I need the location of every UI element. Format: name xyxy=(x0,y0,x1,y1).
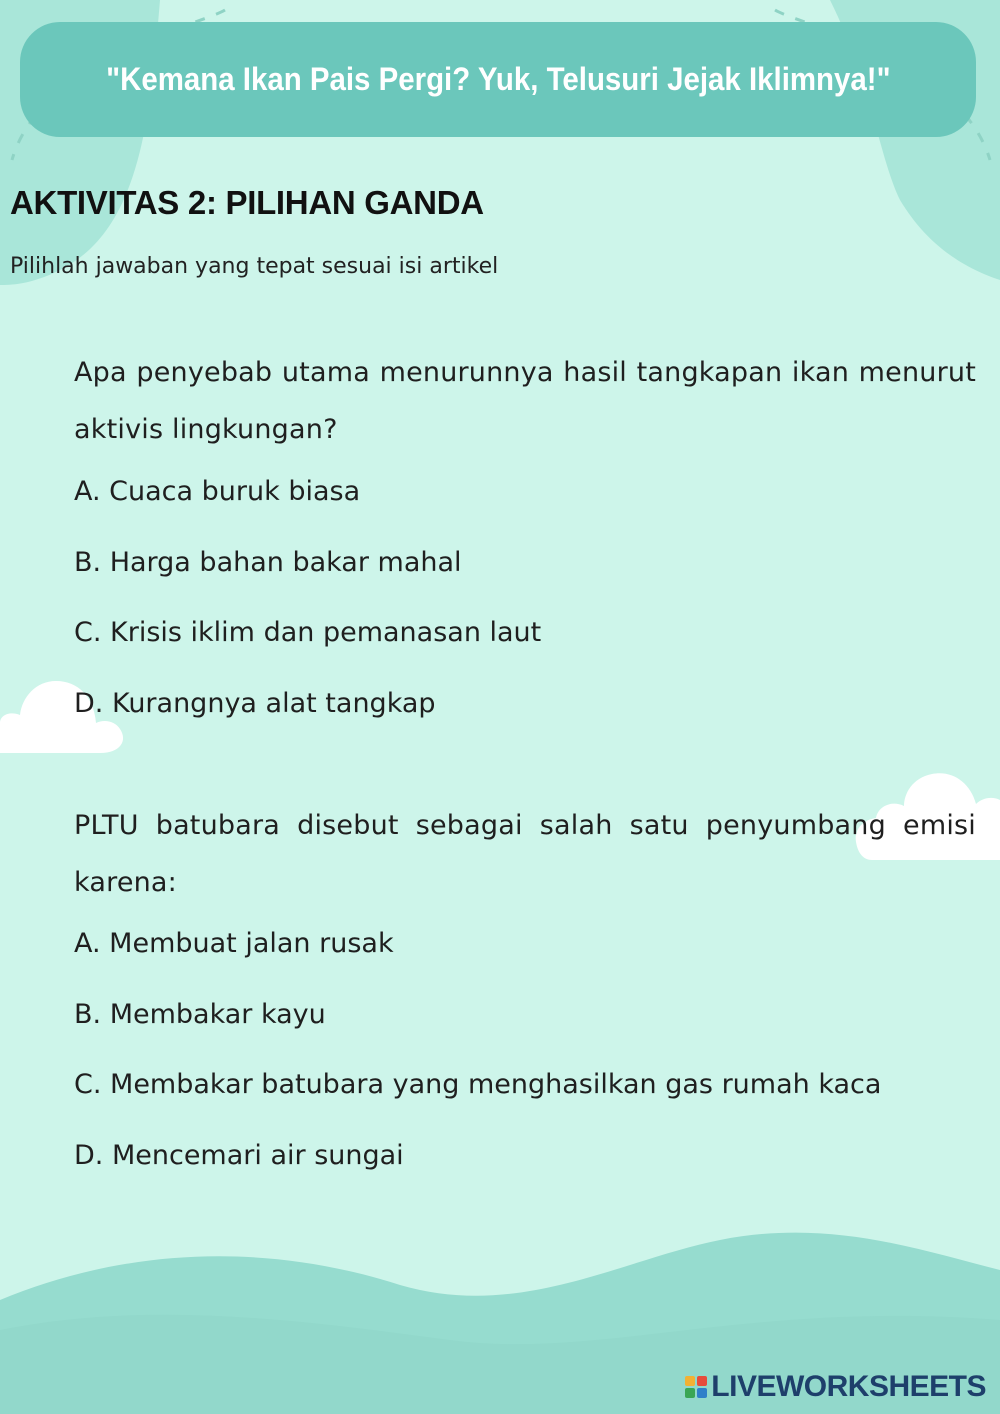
question-2 xyxy=(74,797,976,1177)
page-title: "Kemana Ikan Pais Pergi? Yuk, Telusuri Jejak Iklimnya!" xyxy=(105,61,891,97)
question-1 xyxy=(74,344,976,724)
liveworksheets-logo-icon xyxy=(685,1376,707,1398)
option-c[interactable]: C. Krisis iklim dan pemanasan laut xyxy=(74,617,542,648)
logo-text: LIVEWORKSHEETS xyxy=(711,1370,986,1403)
question-text: Apa penyebab utama menurunnya hasil tangkapan ikan menurut aktivis lingkungan? xyxy=(74,357,976,445)
option-a[interactable]: A. Membuat jalan rusak xyxy=(74,928,394,959)
option-a[interactable]: A. Cuaca buruk biasa xyxy=(74,476,361,507)
option-b[interactable]: B. Harga bahan bakar mahal xyxy=(74,547,462,578)
activity-title: AKTIVITAS 2: PILIHAN GANDA xyxy=(10,184,484,221)
option-d[interactable]: D. Mencemari air sungai xyxy=(74,1140,404,1171)
header-banner xyxy=(20,22,976,137)
option-b[interactable]: B. Membakar kayu xyxy=(74,999,326,1030)
question-text: PLTU batubara disebut sebagai salah satu penyumbang emisi karena: xyxy=(74,810,976,898)
liveworksheets-logo[interactable] xyxy=(685,1370,986,1404)
option-d[interactable]: D. Kurangnya alat tangkap xyxy=(74,688,436,719)
instruction-text: Pilihlah jawaban yang tepat sesuai isi artikel xyxy=(10,254,499,279)
option-c[interactable]: C. Membakar batubara yang menghasilkan gas rumah kaca xyxy=(74,1069,882,1100)
